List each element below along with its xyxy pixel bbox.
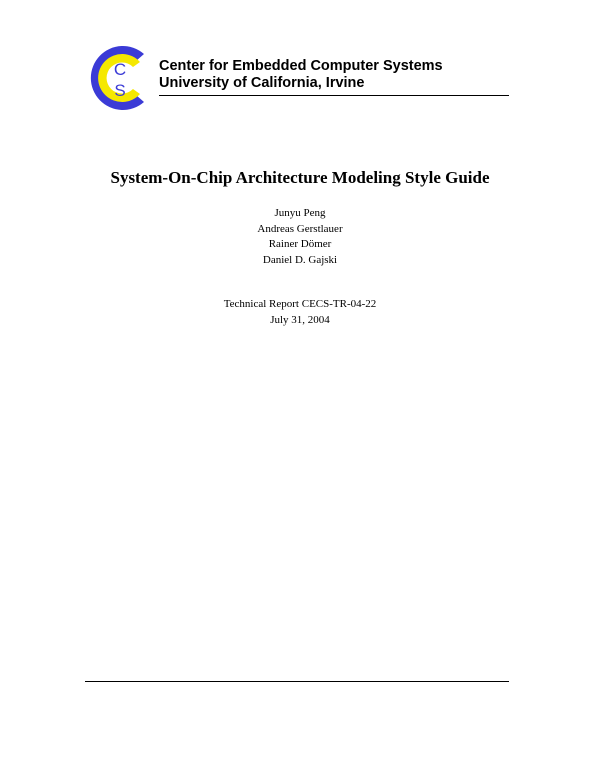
header-divider	[159, 95, 509, 96]
document-title: System-On-Chip Architecture Modeling Style Guide	[110, 168, 490, 187]
report-number: Technical Report CECS-TR-04-22	[223, 298, 377, 310]
cecs-logo	[80, 40, 156, 116]
author-list	[0, 206, 600, 268]
organization-header	[159, 58, 509, 92]
logo-letter-bottom: S	[114, 81, 126, 100]
author-name: Daniel D. Gajski	[262, 253, 338, 266]
organization-name: Center for Embedded Computer Systems	[159, 58, 443, 74]
author-name: Junyu Peng	[274, 207, 326, 219]
footer-divider	[85, 681, 509, 682]
author-name: Rainer Dömer	[268, 238, 332, 250]
report-info	[0, 297, 600, 328]
author-name: Andreas Gerstlauer	[257, 222, 343, 235]
report-date: July 31, 2004	[270, 313, 330, 326]
logo-letter-top: C	[113, 60, 127, 79]
university-name: University of California, Irvine	[159, 75, 365, 91]
